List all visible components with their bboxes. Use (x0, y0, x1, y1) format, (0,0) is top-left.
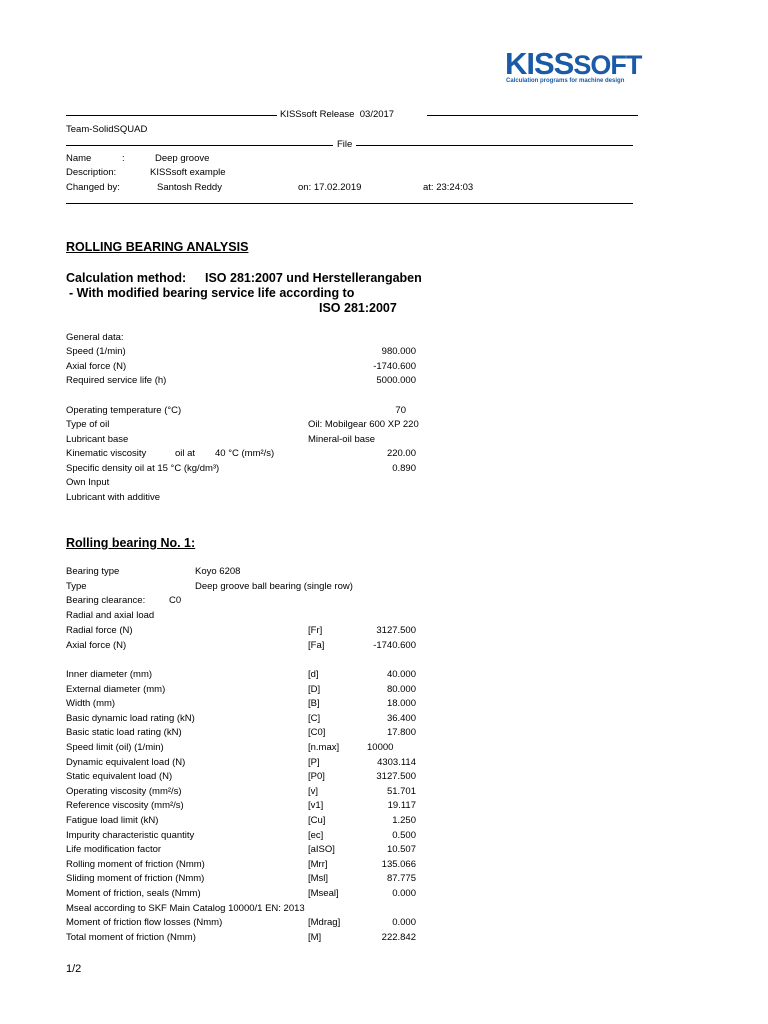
row-symbol: [Cu] (308, 815, 326, 826)
row-value: 10000 (367, 742, 394, 753)
row-label: Basic dynamic load rating (kN) (66, 712, 195, 724)
row-value: 17.800 (386, 727, 416, 739)
row-symbol: [C0] (308, 727, 326, 739)
row-value: 3127.500 (376, 625, 416, 636)
description-label: Description: (66, 167, 117, 178)
row-label: Radial force (N) (66, 625, 133, 636)
row-value: -1740.600 (373, 639, 416, 651)
bearing-kind-value: Deep groove ball bearing (single row) (195, 581, 353, 592)
row-symbol: [n.max] (308, 742, 340, 753)
bearing-type-label: Bearing type (66, 566, 120, 577)
row-symbol: [ec] (308, 829, 324, 841)
kinematic-viscosity-label: Kinematic viscosity (66, 448, 147, 459)
changed-by-label: Changed by: (66, 182, 120, 193)
team-label: Team-SolidSQUAD (66, 124, 148, 135)
row-symbol: [Mdrag] (308, 917, 341, 929)
row-symbol: [P0] (308, 771, 325, 783)
load-type-label: Radial and axial load (66, 610, 155, 621)
row-value: 36.400 (386, 712, 416, 724)
row-label: Static equivalent load (N) (66, 771, 173, 783)
row-label: Operating viscosity (mm²/s) (66, 785, 182, 797)
row-value: 87.775 (386, 873, 416, 885)
row-symbol: [Mrr] (308, 858, 328, 870)
speed-label: Speed (1/min) (66, 346, 126, 357)
lubricant-additive-label: Lubricant with additive (66, 492, 160, 503)
row-symbol: [Fr] (308, 625, 323, 636)
row-symbol: [d] (308, 669, 319, 680)
row-label: Basic static load rating (kN) (66, 727, 182, 739)
row-value: 3127.500 (376, 771, 416, 783)
row-value: 4303.114 (377, 756, 416, 768)
row-symbol: [C] (308, 712, 321, 724)
row-value: 0.000 (392, 888, 416, 899)
row-label: Total moment of friction (Nmm) (66, 931, 196, 943)
kinematic-viscosity-value: 220.00 (386, 448, 416, 459)
specific-density-value: 0.890 (392, 463, 416, 474)
name-label: Name (66, 153, 92, 164)
row-label: Width (mm) (66, 698, 116, 710)
name-value: Deep groove (155, 153, 210, 164)
row-value: 135.066 (381, 858, 416, 870)
row-value: 80.000 (386, 683, 416, 695)
row-label: Rolling moment of friction (Nmm) (66, 858, 205, 870)
file-rule-right (356, 145, 633, 146)
row-symbol: [v1] (308, 800, 324, 812)
analysis-title: ROLLING BEARING ANALYSIS (66, 240, 249, 254)
changed-on-date: on: 17.02.2019 (298, 182, 362, 193)
own-input-label: Own Input (66, 477, 110, 488)
speed-value: 980.000 (381, 346, 416, 357)
kisssoft-logo (505, 48, 640, 90)
row-label: Sliding moment of friction (Nmm) (66, 873, 205, 885)
row-label: Axial force (N) (66, 639, 127, 651)
row-symbol: [Msl] (308, 873, 329, 885)
row-value: 51.701 (386, 785, 416, 797)
row-value: 1.250 (392, 815, 416, 826)
header-rule-top-right (427, 115, 638, 116)
operating-temperature-value: 70 (395, 405, 406, 416)
oil-type-value: Oil: Mobilgear 600 XP 220 (308, 419, 419, 430)
row-label: Impurity characteristic quantity (66, 829, 195, 841)
row-symbol: [v] (308, 785, 319, 797)
axial-force-label: Axial force (N) (66, 361, 127, 372)
changed-by-value: Santosh Reddy (157, 182, 222, 193)
row-value: 18.000 (386, 698, 416, 710)
row-symbol: [P] (308, 756, 320, 768)
service-life-label: Required service life (h) (66, 375, 167, 386)
bearing-kind-label: Type (66, 581, 87, 592)
row-symbol: [Fa] (308, 639, 325, 651)
logo-wordmark: KISSSOFT (505, 46, 642, 81)
row-value: 40.000 (386, 669, 416, 680)
service-life-value: 5000.000 (376, 375, 416, 386)
release-label: KISSsoft Release 03/2017 (280, 109, 395, 120)
row-label: Dynamic equivalent load (N) (66, 756, 186, 768)
row-label: Reference viscosity (mm²/s) (66, 800, 184, 812)
method-note-standard: ISO 281:2007 (319, 301, 397, 315)
row-label: Mseal according to SKF Main Catalog 10000/1 EN: 2013 (66, 902, 305, 914)
description-value: KISSsoft example (150, 167, 226, 178)
row-label: Life modification factor (66, 844, 162, 856)
row-symbol: [aISO] (308, 844, 335, 856)
changed-at-time: at: 23:24:03 (423, 182, 474, 193)
row-symbol: [B] (308, 698, 320, 710)
file-rule-left (66, 145, 333, 146)
method-value: ISO 281:2007 und Herstellerangaben (205, 271, 422, 285)
row-label: Inner diameter (mm) (66, 669, 153, 680)
bearing-type-value: Koyo 6208 (195, 566, 241, 577)
page-number: 1/2 (66, 963, 82, 975)
row-symbol: [D] (308, 683, 321, 695)
rolling-bearing-title: Rolling bearing No. 1: (66, 536, 196, 550)
row-value: 10.507 (386, 844, 416, 856)
bearing-clearance-value: C0 (169, 595, 182, 606)
lubricant-base-value: Mineral-oil base (308, 434, 376, 445)
header-rule-top-left (66, 115, 277, 116)
axial-force-value: -1740.600 (373, 361, 416, 372)
row-label: External diameter (mm) (66, 683, 166, 695)
row-value: 222.842 (381, 931, 416, 943)
method-note: - With modified bearing service life according to (69, 286, 355, 300)
row-label: Moment of friction flow losses (Nmm) (66, 917, 223, 929)
row-label: Fatigue load limit (kN) (66, 815, 159, 826)
general-data-heading: General data: (66, 332, 124, 343)
oil-type-label: Type of oil (66, 419, 110, 430)
row-value: 0.500 (392, 829, 416, 841)
kinematic-viscosity-oil-at: oil at (175, 448, 196, 459)
lubricant-base-label: Lubricant base (66, 434, 129, 445)
row-symbol: [M] (308, 931, 322, 943)
file-label: File (337, 139, 353, 150)
kinematic-viscosity-temp: 40 °C (mm²/s) (215, 448, 275, 459)
specific-density-label: Specific density oil at 15 °C (kg/dm³) (66, 463, 220, 474)
logo-tagline: Calculation programs for machine design (506, 78, 625, 84)
name-colon: : (122, 153, 125, 164)
row-value: 19.117 (387, 800, 416, 812)
row-value: 0.000 (392, 917, 416, 929)
row-symbol: [Mseal] (308, 888, 339, 899)
row-label: Speed limit (oil) (1/min) (66, 742, 164, 753)
row-label: Moment of friction, seals (Nmm) (66, 888, 201, 899)
bearing-clearance-label: Bearing clearance: (66, 595, 146, 606)
header-rule-bottom (66, 203, 633, 204)
method-label: Calculation method: (66, 271, 187, 285)
operating-temperature-label: Operating temperature (°C) (66, 405, 182, 416)
